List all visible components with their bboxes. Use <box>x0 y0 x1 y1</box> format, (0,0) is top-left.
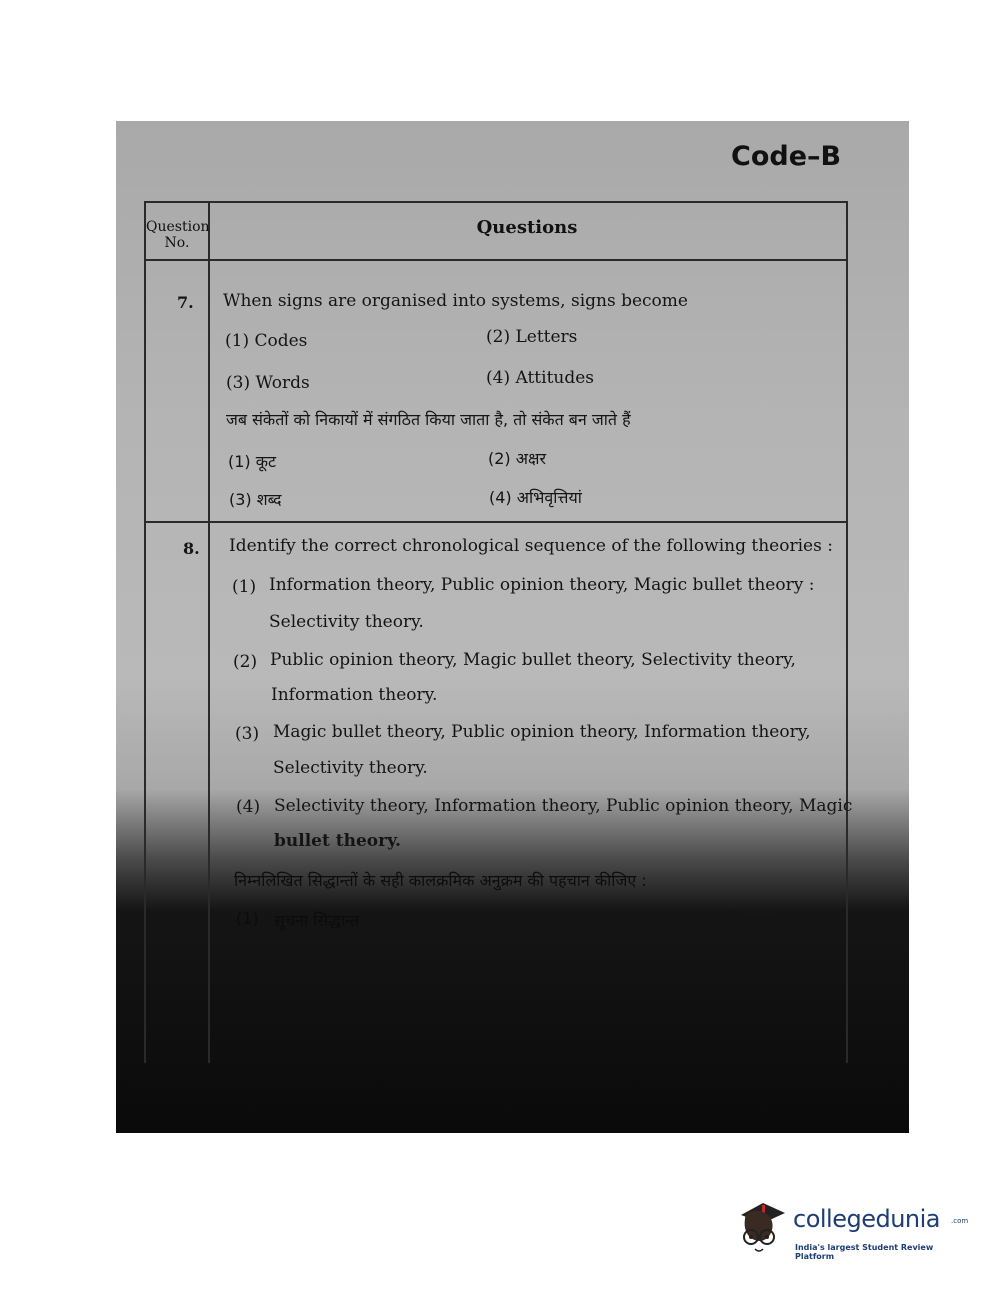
question-table <box>144 201 853 1063</box>
option-4-continuation: bullet theory. <box>274 831 401 851</box>
option-4-label: (4) <box>236 797 261 817</box>
question-number: 8. <box>183 539 200 558</box>
question-number: 7. <box>177 293 194 312</box>
collegedunia-watermark <box>735 1195 969 1265</box>
questions-header: Questions <box>476 217 578 238</box>
question-no-header-text: Question No. <box>146 219 210 251</box>
option-2-label: (2) <box>233 652 258 672</box>
question-no-header <box>146 219 208 251</box>
mascot-logo-icon <box>735 1195 791 1257</box>
option-2: (2) Letters <box>486 327 578 347</box>
option-4-text: Selectivity theory, Information theory, Public opinion theory, Magic <box>274 796 853 816</box>
option-1-text: Information theory, Public opinion theory, Magic bullet theory : <box>269 575 815 595</box>
scanned-page-photo <box>116 121 909 1133</box>
paper-code: Code–B <box>731 141 842 172</box>
option-1: (1) Codes <box>225 331 308 351</box>
hindi-option-1-end-fragment: सिद्धान्त <box>728 911 774 930</box>
option-1-label: (1) <box>232 577 257 597</box>
hindi-option-1-label: (1) <box>236 909 259 928</box>
header-divider <box>146 259 846 261</box>
brand-tagline: India's largest Student Review Platform <box>795 1243 934 1261</box>
column-divider <box>208 203 210 1063</box>
hindi-stem: जब संकेतों को निकायों में संगठित किया जाता है, तो संकेत बन जाते हैं <box>226 410 631 429</box>
option-2-text: Public opinion theory, Magic bullet theory, Selectivity theory, <box>270 650 796 670</box>
option-2-continuation: Information theory. <box>271 685 438 705</box>
row-divider <box>146 521 846 523</box>
option-3: (3) Words <box>226 373 310 393</box>
hindi-stem: निम्नलिखित सिद्धान्तों के सही कालक्रमिक अनुक्रम की पहचान कीजिए : <box>234 871 647 890</box>
option-3-text: Magic bullet theory, Public opinion theory, Information theory, <box>273 722 811 742</box>
option-1-continuation: Selectivity theory. <box>269 612 424 632</box>
hindi-option-1: (1) कूट <box>228 452 277 471</box>
hindi-option-2: (2) अक्षर <box>488 449 546 468</box>
hindi-option-3: (3) शब्द <box>229 490 282 509</box>
option-4: (4) Attitudes <box>486 368 595 388</box>
option-3-continuation: Selectivity theory. <box>273 758 428 778</box>
brand-suffix: .com <box>951 1217 969 1225</box>
hindi-option-4: (4) अभिवृत्तियां <box>489 488 582 507</box>
option-3-label: (3) <box>235 724 260 744</box>
brand-name: collegedunia <box>793 1205 941 1233</box>
question-stem: Identify the correct chronological sequence of the following theories : <box>229 536 833 556</box>
question-stem: When signs are organised into systems, signs become <box>223 291 688 311</box>
hindi-option-1-fragment: सूचना सिद्धान्त <box>274 911 360 930</box>
